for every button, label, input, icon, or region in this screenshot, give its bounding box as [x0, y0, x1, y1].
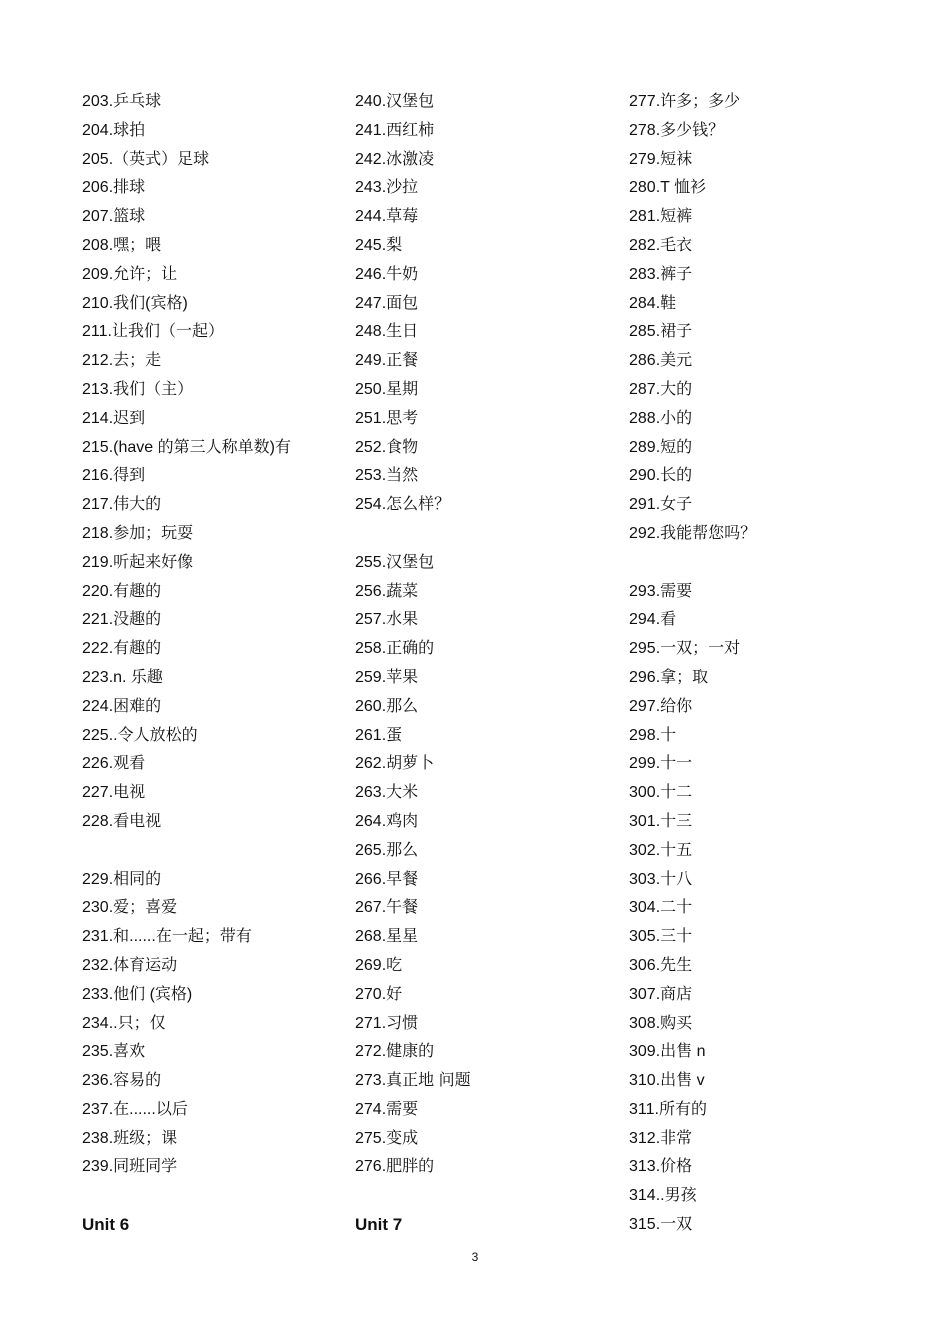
vocab-item: 276.肥胖的: [355, 1158, 435, 1176]
vocab-item: 283.裤子: [629, 265, 693, 283]
vocab-item: 284.鞋: [629, 294, 677, 312]
vocab-item: 266.早餐: [355, 870, 419, 888]
vocab-item: 271.习惯: [355, 1014, 419, 1032]
vocab-item: 305.三十: [629, 928, 693, 946]
vocab-item: 259.苹果: [355, 668, 419, 686]
column-2: [355, 88, 615, 1240]
vocab-item: 241.西红柿: [355, 121, 435, 139]
vocab-item: 236.容易的: [82, 1072, 162, 1090]
vocab-item: 206.排球: [82, 179, 146, 197]
vocab-item: 300.十二: [629, 784, 693, 802]
column-3: [629, 88, 889, 1240]
vocab-item: 245.梨: [355, 236, 403, 254]
vocab-item: 289.短的: [629, 438, 693, 456]
vocab-item: 264.鸡肉: [355, 812, 419, 830]
vocab-item: 253.当然: [355, 467, 419, 485]
vocab-item: 279.短袜: [629, 150, 693, 168]
vocab-item: 310.出售 v: [629, 1072, 705, 1090]
vocab-item: 298.十: [629, 726, 677, 744]
vocab-item: 217.伟大的: [82, 496, 162, 514]
vocab-item: 203.乒乓球: [82, 93, 162, 110]
vocab-item: 212.去；走: [82, 352, 162, 370]
vocab-item: 235.喜欢: [82, 1043, 146, 1061]
vocab-item: 274.需要: [355, 1100, 419, 1118]
vocab-item: 304.二十: [629, 899, 693, 917]
vocab-item: 272.健康的: [355, 1043, 435, 1061]
vocab-item: 220.有趣的: [82, 582, 162, 600]
vocab-item: 225..令人放松的: [82, 726, 198, 744]
vocab-item: 218.参加；玩耍: [82, 524, 194, 542]
vocab-item: 211.让我们（一起）: [82, 323, 224, 341]
vocab-item: 282.毛衣: [629, 236, 693, 254]
vocab-item: 307.商店: [629, 985, 693, 1003]
vocab-item: 249.正餐: [355, 352, 419, 370]
vocab-item: 311.所有的: [629, 1100, 707, 1118]
vocab-item: 314..男孩: [629, 1187, 697, 1205]
vocab-item: 277.许多；多少: [629, 93, 741, 110]
vocab-item: 226.观看: [82, 755, 146, 773]
vocab-item: 208.嘿；喂: [82, 236, 162, 254]
vocab-item: 214.迟到: [82, 409, 146, 427]
vocab-item: 269.吃: [355, 956, 403, 974]
vocab-item: 227.电视: [82, 784, 146, 802]
vocab-item: 233.他们 (宾格): [82, 985, 193, 1003]
vocab-item: 262.胡萝卜: [355, 755, 435, 773]
vocab-item: 213.我们（主）: [82, 380, 194, 398]
vocab-item: 215.(have 的第三人称单数)有: [82, 438, 291, 456]
column-1: [82, 88, 342, 1240]
vocab-item: 229.相同的: [82, 870, 162, 888]
vocab-item: 278.多少钱？: [629, 121, 725, 139]
vocab-item: 223.n. 乐趣: [82, 668, 163, 686]
vocab-item: 290.长的: [629, 467, 693, 485]
vocab-item: 281.短裤: [629, 208, 693, 226]
vocab-item: 239.同班同学: [82, 1158, 178, 1176]
vocab-item: 244.草莓: [355, 208, 419, 226]
vocab-item: 243.沙拉: [355, 179, 419, 197]
vocab-item: 222.有趣的: [82, 640, 162, 658]
vocab-item: 293.需要: [629, 582, 693, 600]
vocab-item: 309.出售 n: [629, 1043, 706, 1061]
vocab-item: 251.思考: [355, 409, 419, 427]
vocab-item: 207.篮球: [82, 208, 146, 226]
vocab-item: 228.看电视: [82, 812, 162, 830]
vocab-item: 301.十三: [629, 812, 693, 830]
vocab-item: 295.一双；一对: [629, 640, 741, 658]
vocab-item: 216.得到: [82, 467, 146, 485]
vocab-item: 296.拿；取: [629, 668, 709, 686]
vocab-item: 246.牛奶: [355, 265, 419, 283]
vocab-item: 285.裙子: [629, 323, 693, 341]
vocab-item: 209.允许；让: [82, 265, 178, 283]
vocab-item: 255.汉堡包: [355, 553, 435, 571]
vocab-item: 302.十五: [629, 841, 693, 859]
vocab-item: 254.怎么样？: [355, 496, 451, 514]
vocab-item: 238.班级；课: [82, 1129, 178, 1147]
vocab-item: 286.美元: [629, 352, 693, 370]
vocab-item: 204.球拍: [82, 121, 146, 139]
vocab-item: 205.（英式）足球: [82, 150, 210, 168]
vocab-item: 273.真正地 问题: [355, 1072, 471, 1090]
vocab-item: 308.购买: [629, 1014, 693, 1032]
vocab-item: 250.星期: [355, 380, 419, 398]
vocab-item: 267.午餐: [355, 899, 419, 917]
vocab-item: 224.困难的: [82, 697, 162, 715]
vocab-item: 256.蔬菜: [355, 582, 419, 600]
vocab-item: 312.非常: [629, 1129, 693, 1147]
vocab-item: 291.女子: [629, 496, 693, 514]
vocab-item: 306.先生: [629, 956, 693, 974]
blank-line: [82, 1182, 342, 1211]
vocab-item: 242.冰激凌: [355, 150, 435, 168]
vocab-item: 258.正确的: [355, 640, 435, 658]
vocab-item: 268.星星: [355, 928, 419, 946]
vocab-item: 292.我能帮您吗？: [629, 524, 757, 542]
vocab-item: 231.和......在一起；带有: [82, 928, 252, 946]
vocab-item: 294.看: [629, 611, 677, 629]
vocab-item: 247.面包: [355, 294, 419, 312]
vocab-item: 288.小的: [629, 409, 693, 427]
vocab-item: 313.价格: [629, 1158, 693, 1176]
blank-line: [355, 1182, 615, 1211]
vocab-item: 210.我们(宾格): [82, 294, 188, 312]
vocab-item: 230.爱；喜爱: [82, 899, 178, 917]
vocab-item: 237.在......以后: [82, 1100, 188, 1118]
unit-heading: Unit 6: [82, 1215, 130, 1235]
blank-line: [82, 837, 342, 866]
vocab-item: 219.听起来好像: [82, 553, 194, 571]
vocab-item: 261.蛋: [355, 726, 403, 744]
vocab-item: 232.体育运动: [82, 956, 178, 974]
vocab-item: 303.十八: [629, 870, 693, 888]
vocab-item: 263.大米: [355, 784, 419, 802]
vocab-item: 248.生日: [355, 323, 419, 341]
vocab-item: 299.十一: [629, 755, 693, 773]
vocab-item: 275.变成: [355, 1129, 419, 1147]
vocab-item: 221.没趣的: [82, 611, 162, 629]
vocab-item: 234..只；仅: [82, 1014, 166, 1032]
vocab-item: 270.好: [355, 985, 403, 1003]
blank-line: [629, 549, 889, 578]
unit-heading: Unit 7: [355, 1215, 403, 1235]
vocab-item: 260.那么: [355, 697, 419, 715]
page-number: 3: [471, 1250, 479, 1264]
vocab-item: 280.T 恤衫: [629, 179, 707, 197]
vocab-item: 265.那么: [355, 841, 419, 859]
vocab-item: 297.给你: [629, 697, 693, 715]
vocab-item: 257.水果: [355, 611, 419, 629]
vocab-item: 315.一双: [629, 1216, 693, 1234]
vocab-item: 287.大的: [629, 380, 693, 398]
vocab-item: 240.汉堡包: [355, 93, 435, 110]
vocab-item: 252.食物: [355, 438, 419, 456]
blank-line: [355, 520, 615, 549]
